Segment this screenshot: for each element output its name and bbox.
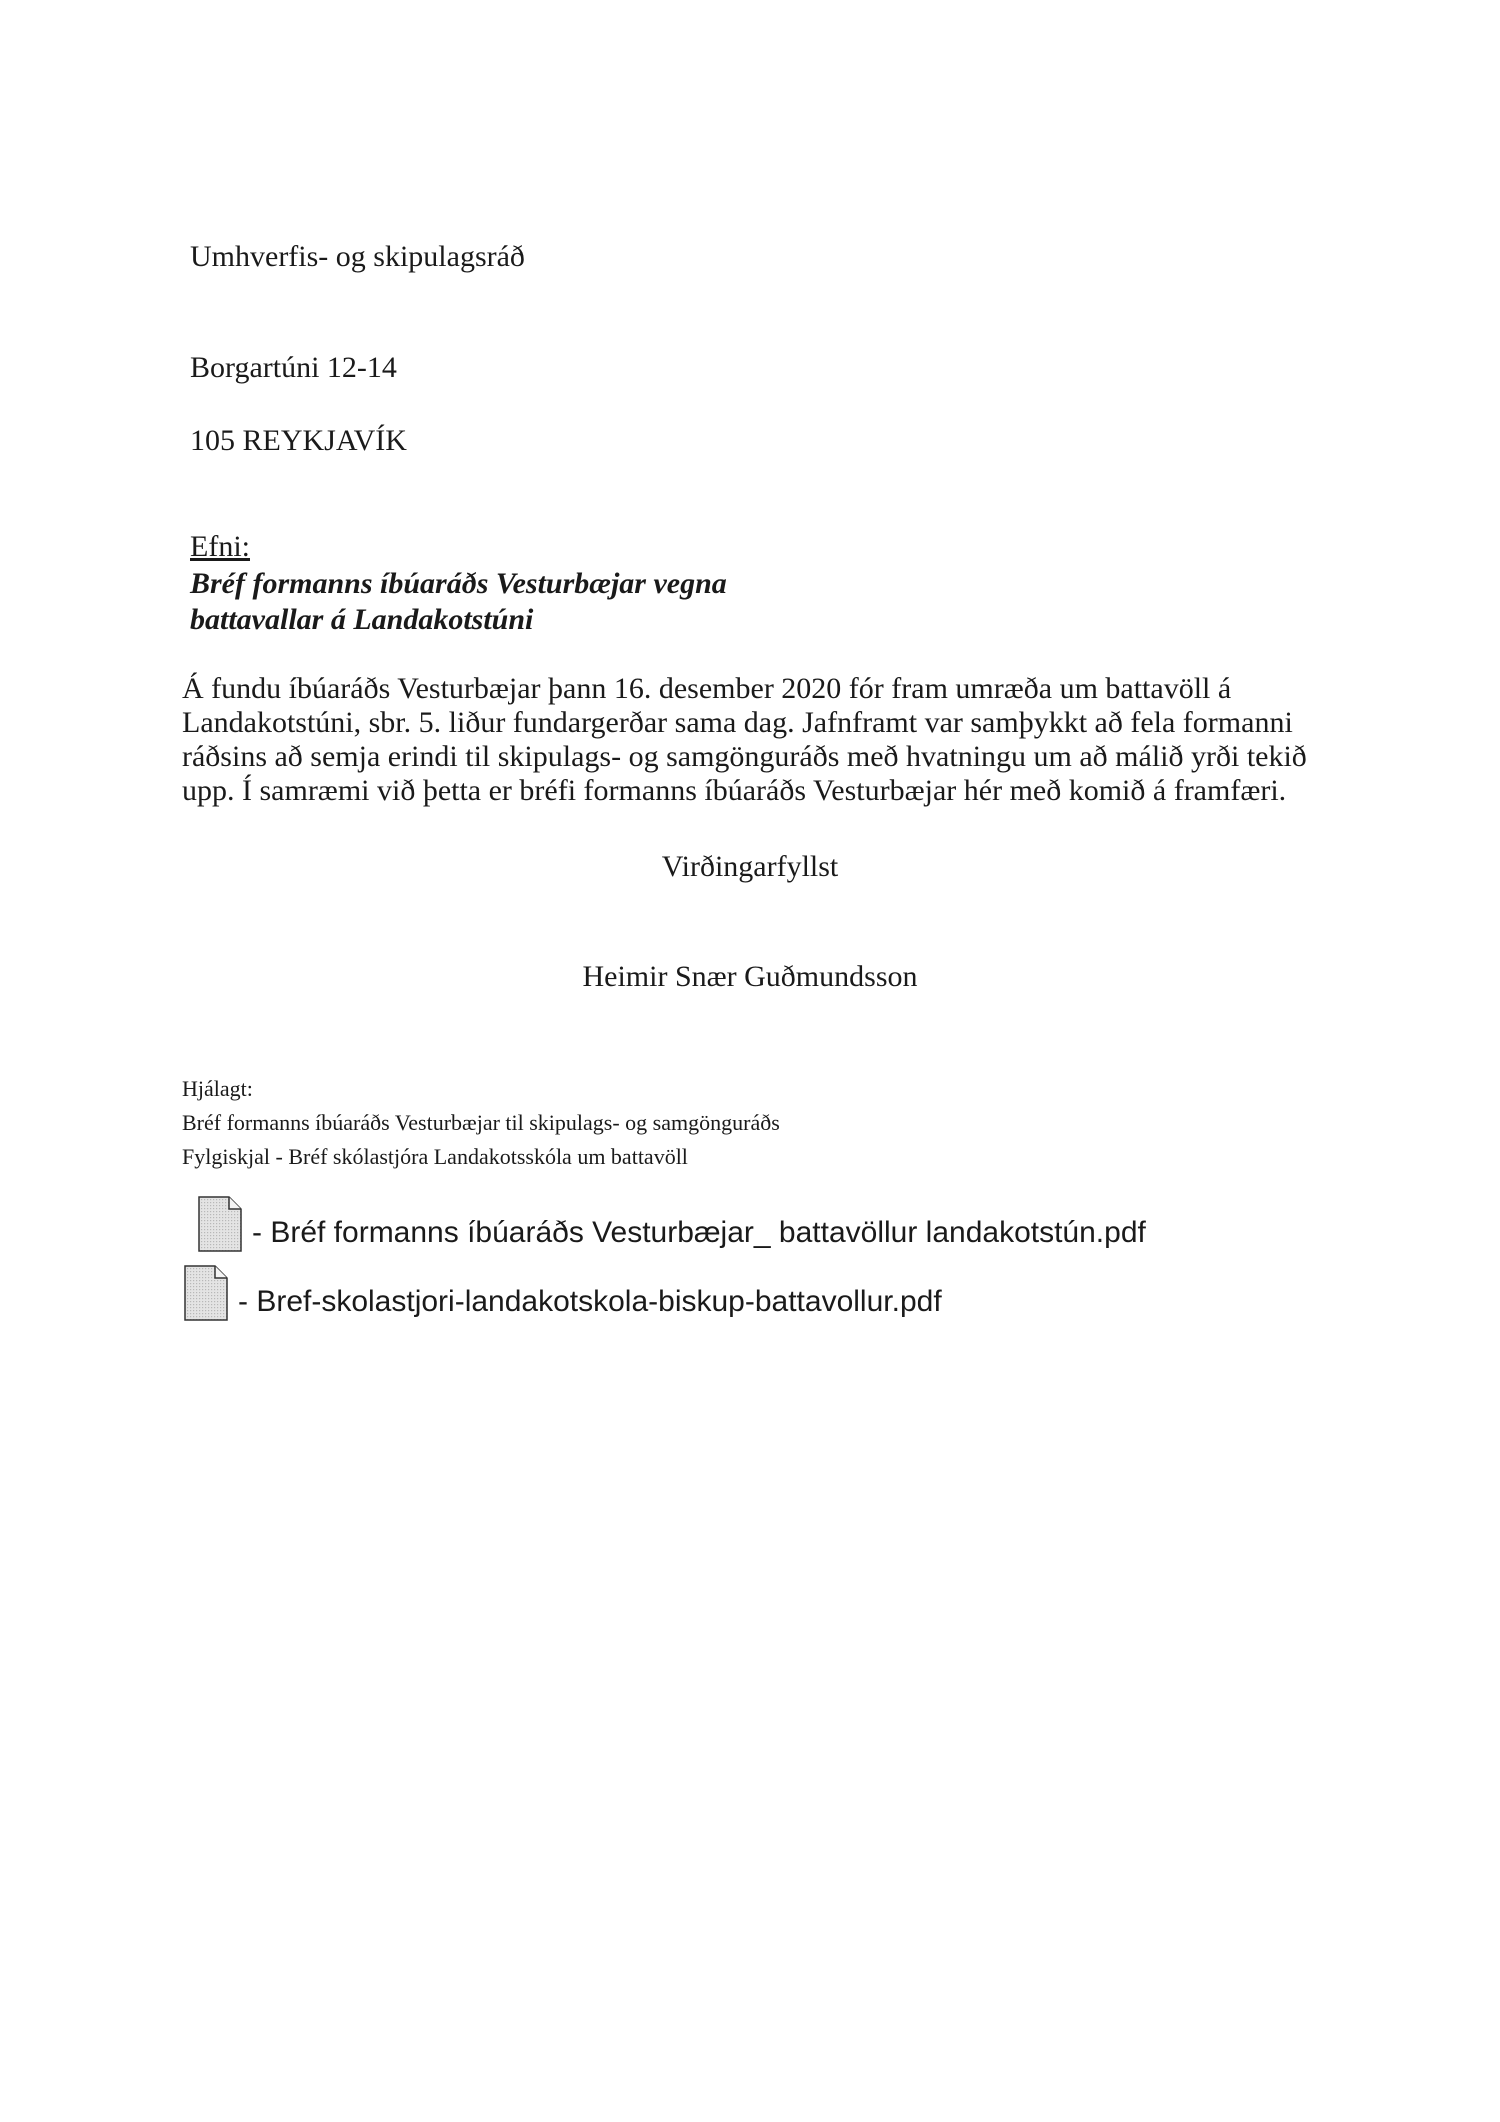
attached-file-2[interactable]	[184, 1265, 942, 1321]
attached-file-1[interactable]	[198, 1196, 1146, 1252]
attachment-item: Bréf formanns íbúaráðs Vesturbæjar til skipulags- og samgönguráðs	[182, 1110, 780, 1135]
file-name[interactable]: - Bréf formanns íbúaráðs Vesturbæjar_ battavöllur landakotstún.pdf	[252, 1216, 1146, 1249]
file-name[interactable]: - Bref-skolastjori-landakotskola-biskup-battavollur.pdf	[238, 1285, 942, 1318]
recipient-city: 105 REYKJAVÍK	[190, 424, 407, 457]
attachments-list	[182, 1072, 780, 1174]
subject-title-line: battavallar á Landakotstúni	[190, 603, 534, 636]
subject-title-line: Bréf formanns íbúaráðs Vesturbæjar vegna	[190, 567, 727, 600]
recipient-name: Umhverfis- og skipulagsráð	[190, 240, 525, 273]
body-line: upp. Í samræmi við þetta er bréfi formanns íbúaráðs Vesturbæjar hér með komið á framfæri.	[182, 774, 1287, 807]
body-line: Á fundu íbúaráðs Vesturbæjar þann 16. desember 2020 fór fram umræða um battavöll á	[182, 672, 1232, 705]
attachments-label: Hjálagt:	[182, 1076, 253, 1101]
body-line: ráðsins að semja erindi til skipulags- og samgönguráðs með hvatningu um að málið yrði tekið	[182, 740, 1307, 773]
document-icon[interactable]	[184, 1265, 228, 1321]
recipient-street: Borgartúni 12-14	[190, 351, 397, 384]
closing: Virðingarfyllst	[661, 850, 839, 883]
subject-title	[190, 566, 990, 638]
body-line: Landakotstúni, sbr. 5. liður fundargerðar sama dag. Jafnframt var samþykkt að fela formanni	[182, 706, 1293, 739]
body-paragraph	[182, 672, 1362, 808]
subject-label: Efni:	[190, 530, 250, 563]
signature: Heimir Snær Guðmundsson	[582, 960, 918, 993]
document-icon[interactable]	[198, 1196, 242, 1252]
attachment-item: Fylgiskjal - Bréf skólastjóra Landakotsskóla um battavöll	[182, 1144, 688, 1169]
